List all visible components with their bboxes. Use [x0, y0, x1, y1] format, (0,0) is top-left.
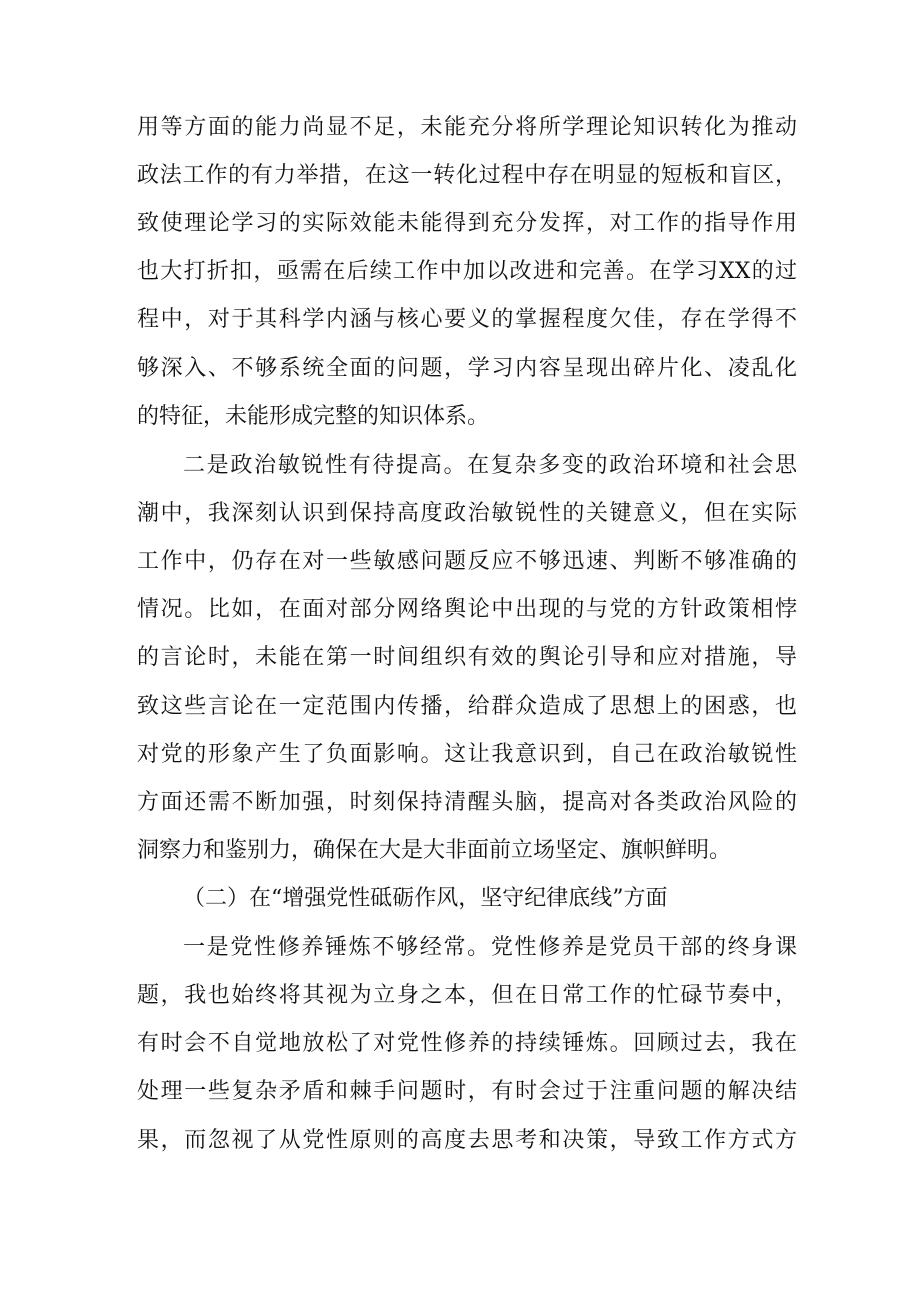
paragraph-line: 洞察力和鉴别力，确保在大是大非面前立场坚定、旗帜鲜明。 — [137, 838, 732, 863]
paragraph-line: 用等方面的能力尚显不足，未能充分将所学理论知识转化为推动 — [137, 115, 797, 140]
paragraph-line: 政法工作的有力举措，在这一转化过程中存在明显的短板和盲区， — [137, 163, 797, 188]
paragraph-line: 对党的形象产生了负面影响。这让我意识到，自己在政治敏锐性 — [137, 742, 797, 767]
paragraph-line: 潮中，我深刻认识到保持高度政治敏锐性的关键意义，但在实际 — [137, 501, 797, 526]
paragraph-line: 处理一些复杂矛盾和棘手问题时，有时会过于注重问题的解决结 — [137, 1079, 797, 1104]
paragraph-first-line: 一是党性修养锤炼不够经常。党性修养是党员干部的终身课 — [183, 935, 797, 960]
paragraph-line: 方面还需不断加强，时刻保持清醒头脑，提高对各类政治风险的 — [137, 790, 797, 815]
paragraph-line: 题，我也始终将其视为立身之本，但在日常工作的忙碌节奏中， — [137, 983, 797, 1008]
paragraph-line: 的特征，未能形成完整的知识体系。 — [137, 404, 490, 429]
paragraph-line: 够深入、不够系统全面的问题，学习内容呈现出碎片化、凌乱化 — [137, 356, 797, 381]
paragraph-line: 致这些言论在一定范围内传播，给群众造成了思想上的困惑，也 — [137, 694, 797, 719]
paragraph-line: 致使理论学习的实际效能未能得到充分发挥，对工作的指导作用 — [137, 211, 797, 236]
paragraph-line: 程中，对于其科学内涵与核心要义的掌握程度欠佳，存在学得不 — [137, 307, 797, 332]
paragraph-line: 果，而忽视了从党性原则的高度去思考和决策，导致工作方式方 — [137, 1128, 797, 1153]
paragraph-line: 有时会不自觉地放松了对党性修养的持续锤炼。回顾过去，我在 — [137, 1031, 797, 1056]
paragraph-line: 也大打折扣，亟需在后续工作中加以改进和完善。在学习XX的过 — [137, 259, 797, 284]
paragraph-line: 情况。比如，在面对部分网络舆论中出现的与党的方针政策相悖 — [137, 597, 797, 622]
paragraph-first-line: 二是政治敏锐性有待提高。在复杂多变的政治环境和社会思 — [183, 453, 797, 478]
paragraph-line: 工作中，仍存在对一些敏感问题反应不够迅速、判断不够准确的 — [137, 549, 797, 574]
section-heading: （二）在“增强党性砥砺作风，坚守纪律底线”方面 — [183, 886, 668, 911]
paragraph-line: 的言论时，未能在第一时间组织有效的舆论引导和应对措施，导 — [137, 645, 797, 670]
